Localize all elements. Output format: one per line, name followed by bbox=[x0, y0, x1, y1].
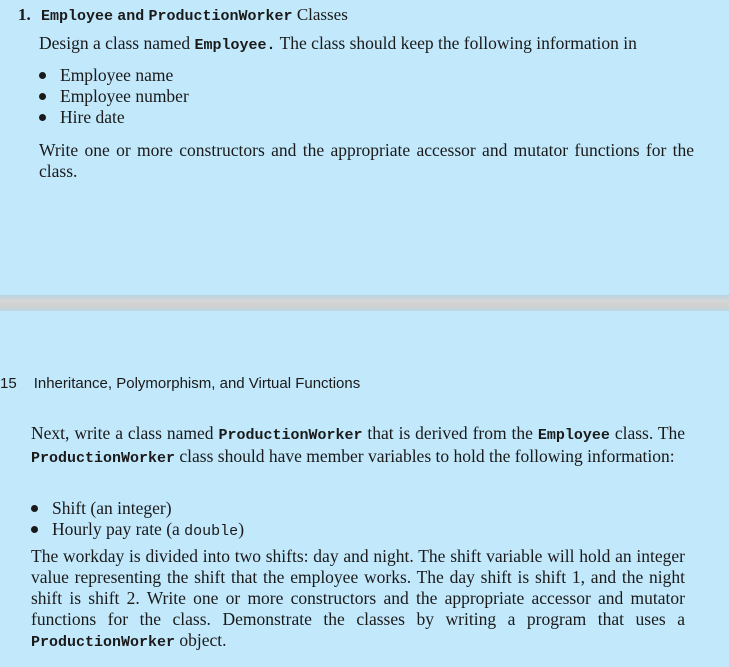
title-code-productionworker: ProductionWorker bbox=[148, 8, 293, 25]
text-segment: Next, write a class named bbox=[31, 423, 214, 443]
list-item-text: Hourly pay rate (a bbox=[52, 519, 180, 539]
code-employee: Employee bbox=[537, 427, 610, 444]
workday-paragraph bbox=[31, 546, 685, 653]
productionworker-member-list bbox=[31, 498, 244, 542]
title-code-employee: Employee bbox=[41, 8, 114, 25]
list-item bbox=[39, 65, 189, 86]
text-segment: The workday is divided into two shifts: day and night. The shift variable will hold an integer value representing the shift that the employee works. The day shift is shift 1, and the night shift is shift 2. Write one or more constructors and the appropriate accessor and mutator functions for the class. Demonstrate the classes by writing a program that uses a bbox=[31, 546, 685, 629]
page-divider bbox=[0, 295, 729, 311]
list-item bbox=[39, 107, 189, 128]
code-productionworker: ProductionWorker bbox=[31, 450, 176, 467]
list-item bbox=[31, 498, 244, 519]
chapter-title: Inheritance, Polymorphism, and Virtual Functions bbox=[33, 375, 361, 392]
running-head bbox=[0, 375, 360, 392]
code-productionworker: ProductionWorker bbox=[31, 634, 176, 651]
code-double: double bbox=[184, 523, 239, 540]
employee-info-list bbox=[39, 65, 189, 128]
list-item-text: Employee name bbox=[60, 65, 174, 85]
title-and: and bbox=[117, 8, 145, 25]
list-item-text: Shift (an integer) bbox=[52, 498, 172, 518]
bullet-icon bbox=[39, 72, 46, 79]
text-segment: that is derived from the bbox=[367, 423, 533, 443]
code-productionworker: ProductionWorker bbox=[218, 427, 363, 444]
list-item bbox=[39, 86, 189, 107]
list-item-text: Hire date bbox=[60, 107, 125, 127]
exercise-heading bbox=[18, 5, 348, 25]
constructors-paragraph: Write one or more constructors and the appropriate accessor and mutator functions for the class. bbox=[39, 140, 694, 181]
page-top bbox=[0, 0, 729, 295]
bullet-icon bbox=[39, 93, 46, 100]
productionworker-paragraph bbox=[31, 423, 685, 469]
text-segment: object. bbox=[179, 630, 227, 650]
intro-pre: Design a class named bbox=[39, 33, 191, 53]
intro-paragraph bbox=[39, 33, 637, 56]
intro-code: Employee. bbox=[194, 37, 276, 54]
intro-post: The class should keep the following information in bbox=[279, 33, 637, 53]
list-item-text: ) bbox=[238, 519, 245, 539]
text-segment: class should have member variables to hold the following information: bbox=[179, 446, 675, 466]
bullet-icon bbox=[31, 505, 38, 512]
bullet-icon bbox=[39, 114, 46, 121]
bullet-icon bbox=[31, 526, 38, 533]
title-rest: Classes bbox=[296, 5, 348, 24]
list-item-text: Employee number bbox=[60, 86, 189, 106]
text-segment: class. The bbox=[614, 423, 686, 443]
exercise-number: 1. bbox=[18, 5, 31, 24]
list-item bbox=[31, 519, 244, 542]
page-number: 15 bbox=[0, 375, 17, 392]
